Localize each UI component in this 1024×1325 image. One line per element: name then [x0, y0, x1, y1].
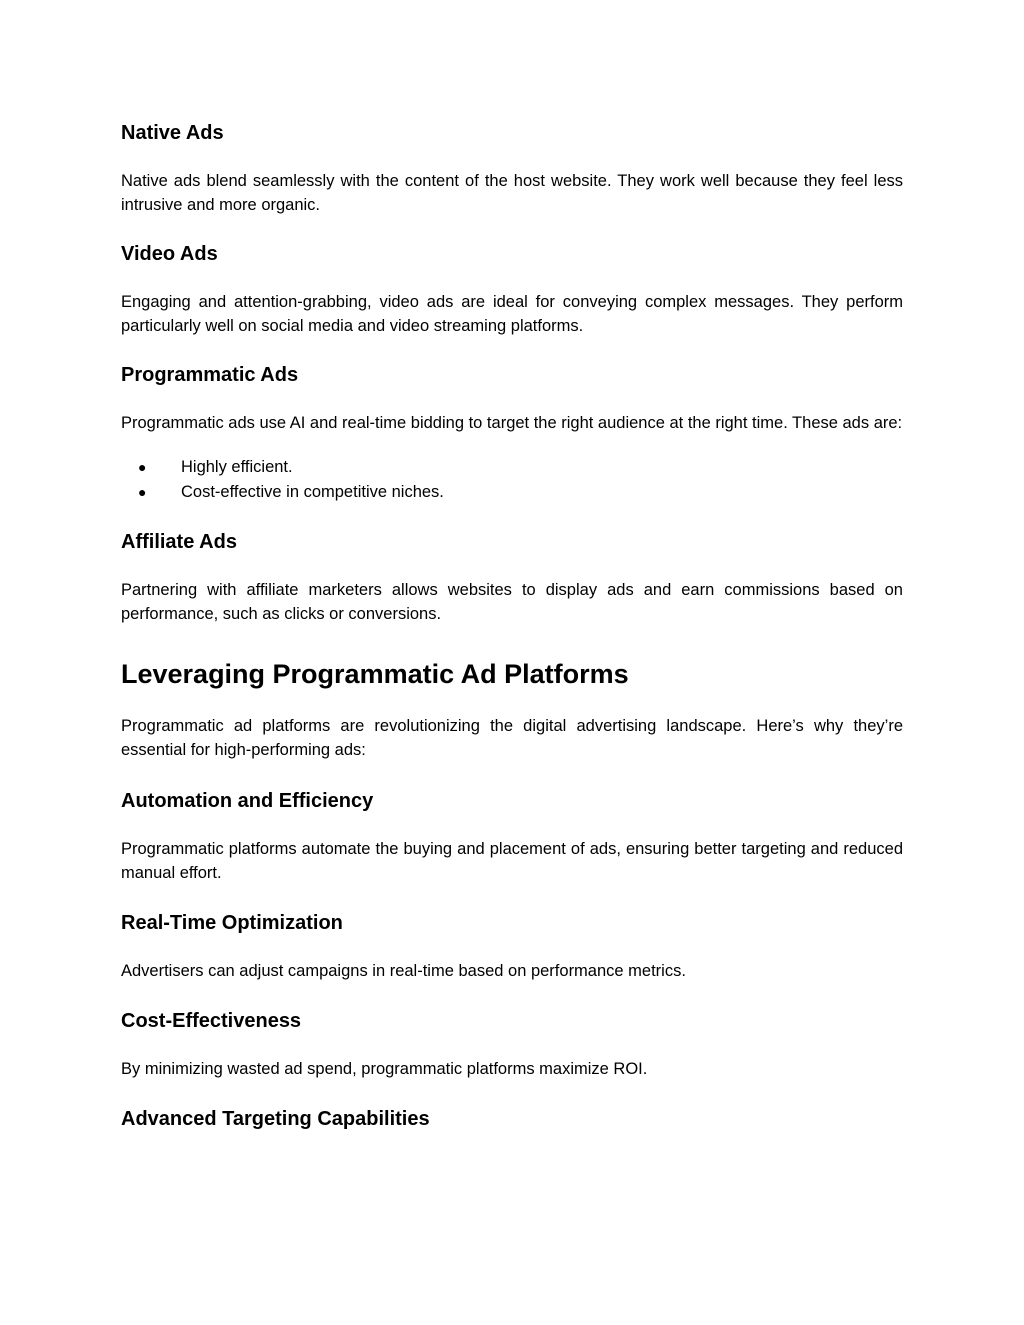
paragraph-real-time-optimization: Advertisers can adjust campaigns in real-time based on performance metrics. — [121, 962, 686, 980]
paragraph-video-ads: Engaging and attention-grabbing, video ads are ideal for conveying complex messages. They perform particularly well on social media and video streaming platforms. — [121, 293, 903, 335]
heading-programmatic-ads: Programmatic Ads — [121, 364, 299, 386]
heading-cost-effectiveness: Cost-Effectiveness — [121, 1010, 302, 1032]
paragraph-cost-effectiveness: By minimizing wasted ad spend, programmatic platforms maximize ROI. — [121, 1060, 648, 1078]
heading-automation-efficiency: Automation and Efficiency — [121, 790, 374, 812]
heading-native-ads: Native Ads — [121, 122, 224, 144]
list-item — [121, 455, 903, 480]
bullet-list — [121, 455, 903, 504]
heading-real-time-optimization: Real-Time Optimization — [121, 912, 343, 934]
bullet-icon: ● — [138, 459, 147, 475]
heading-leveraging-programmatic: Leveraging Programmatic Ad Platforms — [121, 659, 629, 689]
list-item-text: Cost-effective in competitive niches. — [181, 482, 444, 501]
list-item — [121, 480, 903, 505]
paragraph-affiliate-ads: Partnering with affiliate marketers allows websites to display ads and earn commissions based on performance, such as clicks or conversions. — [121, 581, 903, 623]
heading-affiliate-ads: Affiliate Ads — [121, 531, 237, 553]
list-item-text: Highly efficient. — [181, 458, 293, 476]
bullet-icon: ● — [138, 483, 147, 500]
paragraph-programmatic-ads: Programmatic ads use AI and real-time bidding to target the right audience at the right time. These ads are: — [121, 414, 903, 432]
document-content — [121, 119, 903, 1133]
paragraph-automation-efficiency: Programmatic platforms automate the buying and placement of ads, ensuring better targeting and reduced manual effort. — [121, 840, 903, 882]
heading-video-ads: Video Ads — [121, 243, 218, 265]
paragraph-native-ads: Native ads blend seamlessly with the content of the host website. They work well because they feel less intrusive and more organic. — [121, 172, 903, 214]
heading-advanced-targeting: Advanced Targeting Capabilities — [121, 1108, 430, 1130]
paragraph-leveraging-programmatic: Programmatic ad platforms are revolutionizing the digital advertising landscape. Here’s why they’re essential for high-performing ads: — [121, 717, 903, 759]
